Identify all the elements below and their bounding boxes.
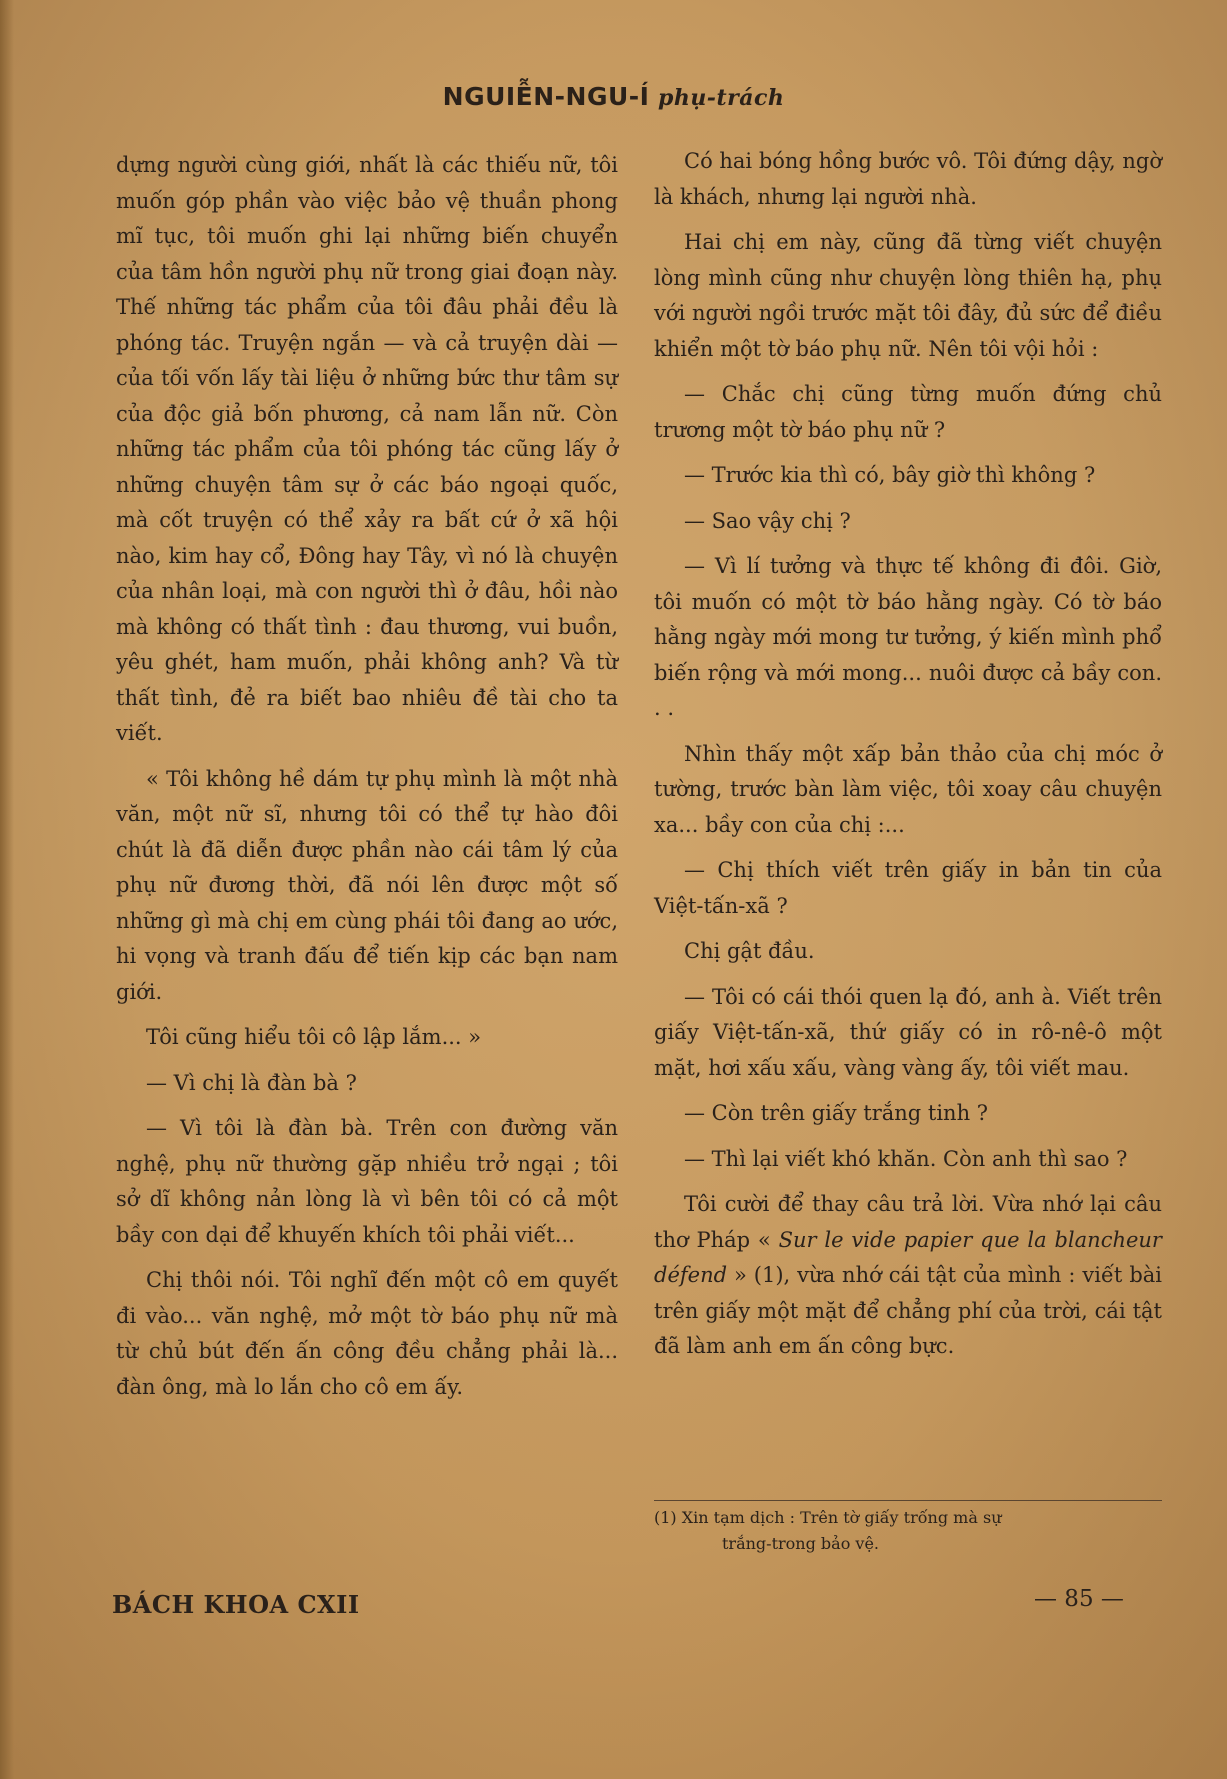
french-quote: Sur le vide papier que la blancheur défend	[654, 1227, 1162, 1287]
paragraph: Có hai bóng hồng bước vô. Tôi đứng dậy, ngờ là khách, nhưng lại người nhà.	[654, 149, 1162, 209]
page-number: — 85 —	[1034, 1586, 1124, 1612]
paragraph: Chị gật đầu.	[684, 939, 815, 963]
right-column	[654, 144, 1162, 1365]
author-role: phụ-trách	[657, 85, 785, 111]
paragraph: Hai chị em này, cũng đã từng viết chuyện lòng mình cũng như chuyện lòng thiên hạ, phụ với người ngồi trước mặt tôi đây, đủ sức để điều khiển một tờ báo phụ nữ. Nên tôi vội hỏi :	[654, 230, 1162, 361]
paragraph: Tôi cũng hiểu tôi cô lập lắm... »	[146, 1025, 482, 1049]
author-name: NGUIỄN-NGU-Í	[442, 82, 650, 111]
paragraph: « Tôi không hề dám tự phụ mình là một nhà văn, một nữ sĩ, nhưng tôi có thể tự hào đôi chút là đã diễn được phần nào cái tâm lý của phụ nữ đương thời, đã nói lên được một số những gì mà chị em cùng phái tôi đang ao ước, hi vọng và tranh đấu để tiến kịp các bạn nam giới.	[116, 766, 618, 1004]
page-header	[0, 82, 1227, 111]
paragraph: Chị thôi nói. Tôi nghĩ đến một cô em quyết đi vào... văn nghệ, mở một tờ báo phụ nữ mà từ chủ bút đến ấn công đều chẳng phải là... đàn ông, mà lo lắn cho cô em ấy.	[116, 1268, 618, 1399]
left-column	[116, 148, 618, 1405]
footnote-line: trắng-trong bảo vệ.	[722, 1534, 880, 1553]
paragraph: — Vì chị là đàn bà ?	[146, 1070, 357, 1095]
paragraph: Nhìn thấy một xấp bản thảo của chị móc ở tường, trước bàn làm việc, tôi xoay câu chuyện xa... bầy con của chị :...	[654, 741, 1162, 837]
text-span: » (1), vừa nhớ cái tật của mình : viết bài trên giấy một mặt để chẳng phí của trời, cái tật đã làm anh em ấn công bực.	[654, 1263, 1162, 1358]
footnote	[654, 1500, 1162, 1557]
text-span: Tôi cười để thay câu trả lời. Vừa nhớ lại câu thơ Pháp «	[654, 1192, 1162, 1252]
paragraph: — Thì lại viết khó khăn. Còn anh thì sao ?	[684, 1146, 1128, 1171]
magazine-issue: BÁCH KHOA CXII	[112, 1590, 360, 1619]
paragraph: — Chị thích viết trên giấy in bản tin của Việt-tấn-xã ?	[654, 858, 1162, 918]
paragraph: dựng người cùng giới, nhất là các thiếu nữ, tôi muốn góp phần vào việc bảo vệ thuần phong mĩ tục, tôi muốn ghi lại những biến chuyển của tâm hồn người phụ nữ trong giai đoạn này. Thế những tác phẩm của tôi đâu phải đều là phóng tác. Truyện ngắn — và cả truyện dài — của tối vốn lấy tài liệu ở những bức thư tâm sự của độc giả bốn phương, cả nam lẫn nữ. Còn những tác phẩm của tôi phóng tác cũng lấy ở những chuyện tâm sự ở các báo ngoại quốc, mà cốt truyện có thể xảy ra bất cứ ở xã hội nào, kim hay cổ, Đông hay Tây, vì nó là chuyện của nhân loại, mà con người thì ở đâu, hồi nào mà không có thất tình : đau thương, vui buồn, yêu ghét, ham muốn, phải không anh? Và từ thất tình, đẻ ra biết bao nhiêu đề tài cho ta viết.	[116, 153, 618, 745]
page-edge-shadow	[0, 0, 14, 1779]
paragraph: — Chắc chị cũng từng muốn đứng chủ trương một tờ báo phụ nữ ?	[654, 382, 1162, 442]
paragraph-with-quote	[654, 1187, 1162, 1365]
paragraph: — Tôi có cái thói quen lạ đó, anh à. Viết trên giấy Việt-tấn-xã, thứ giấy có in rô-nê-ô một mặt, hơi xấu xấu, vàng vàng ấy, tôi viết mau.	[654, 984, 1162, 1080]
paragraph: — Vì tôi là đàn bà. Trên con đường văn nghệ, phụ nữ thường gặp nhiều trở ngại ; tôi sở dĩ không nản lòng là vì bên tôi có cả một bầy con dại để khuyến khích tôi phải viết...	[116, 1116, 618, 1247]
paragraph: — Sao vậy chị ?	[684, 508, 851, 533]
paragraph: — Còn trên giấy trắng tinh ?	[684, 1101, 989, 1125]
paragraph: — Vì lí tưởng và thực tế không đi đôi. Giờ, tôi muốn có một tờ báo hằng ngày. Có tờ báo hằng ngày mới mong tư tưởng, ý kiến mình phổ biến rộng và mới mong... nuôi được cả bầy con. . .	[654, 554, 1162, 720]
paragraph: — Trước kia thì có, bây giờ thì không ?	[684, 463, 1096, 487]
footnote-line: (1) Xin tạm dịch : Trên tờ giấy trống mà sự	[654, 1508, 1002, 1527]
